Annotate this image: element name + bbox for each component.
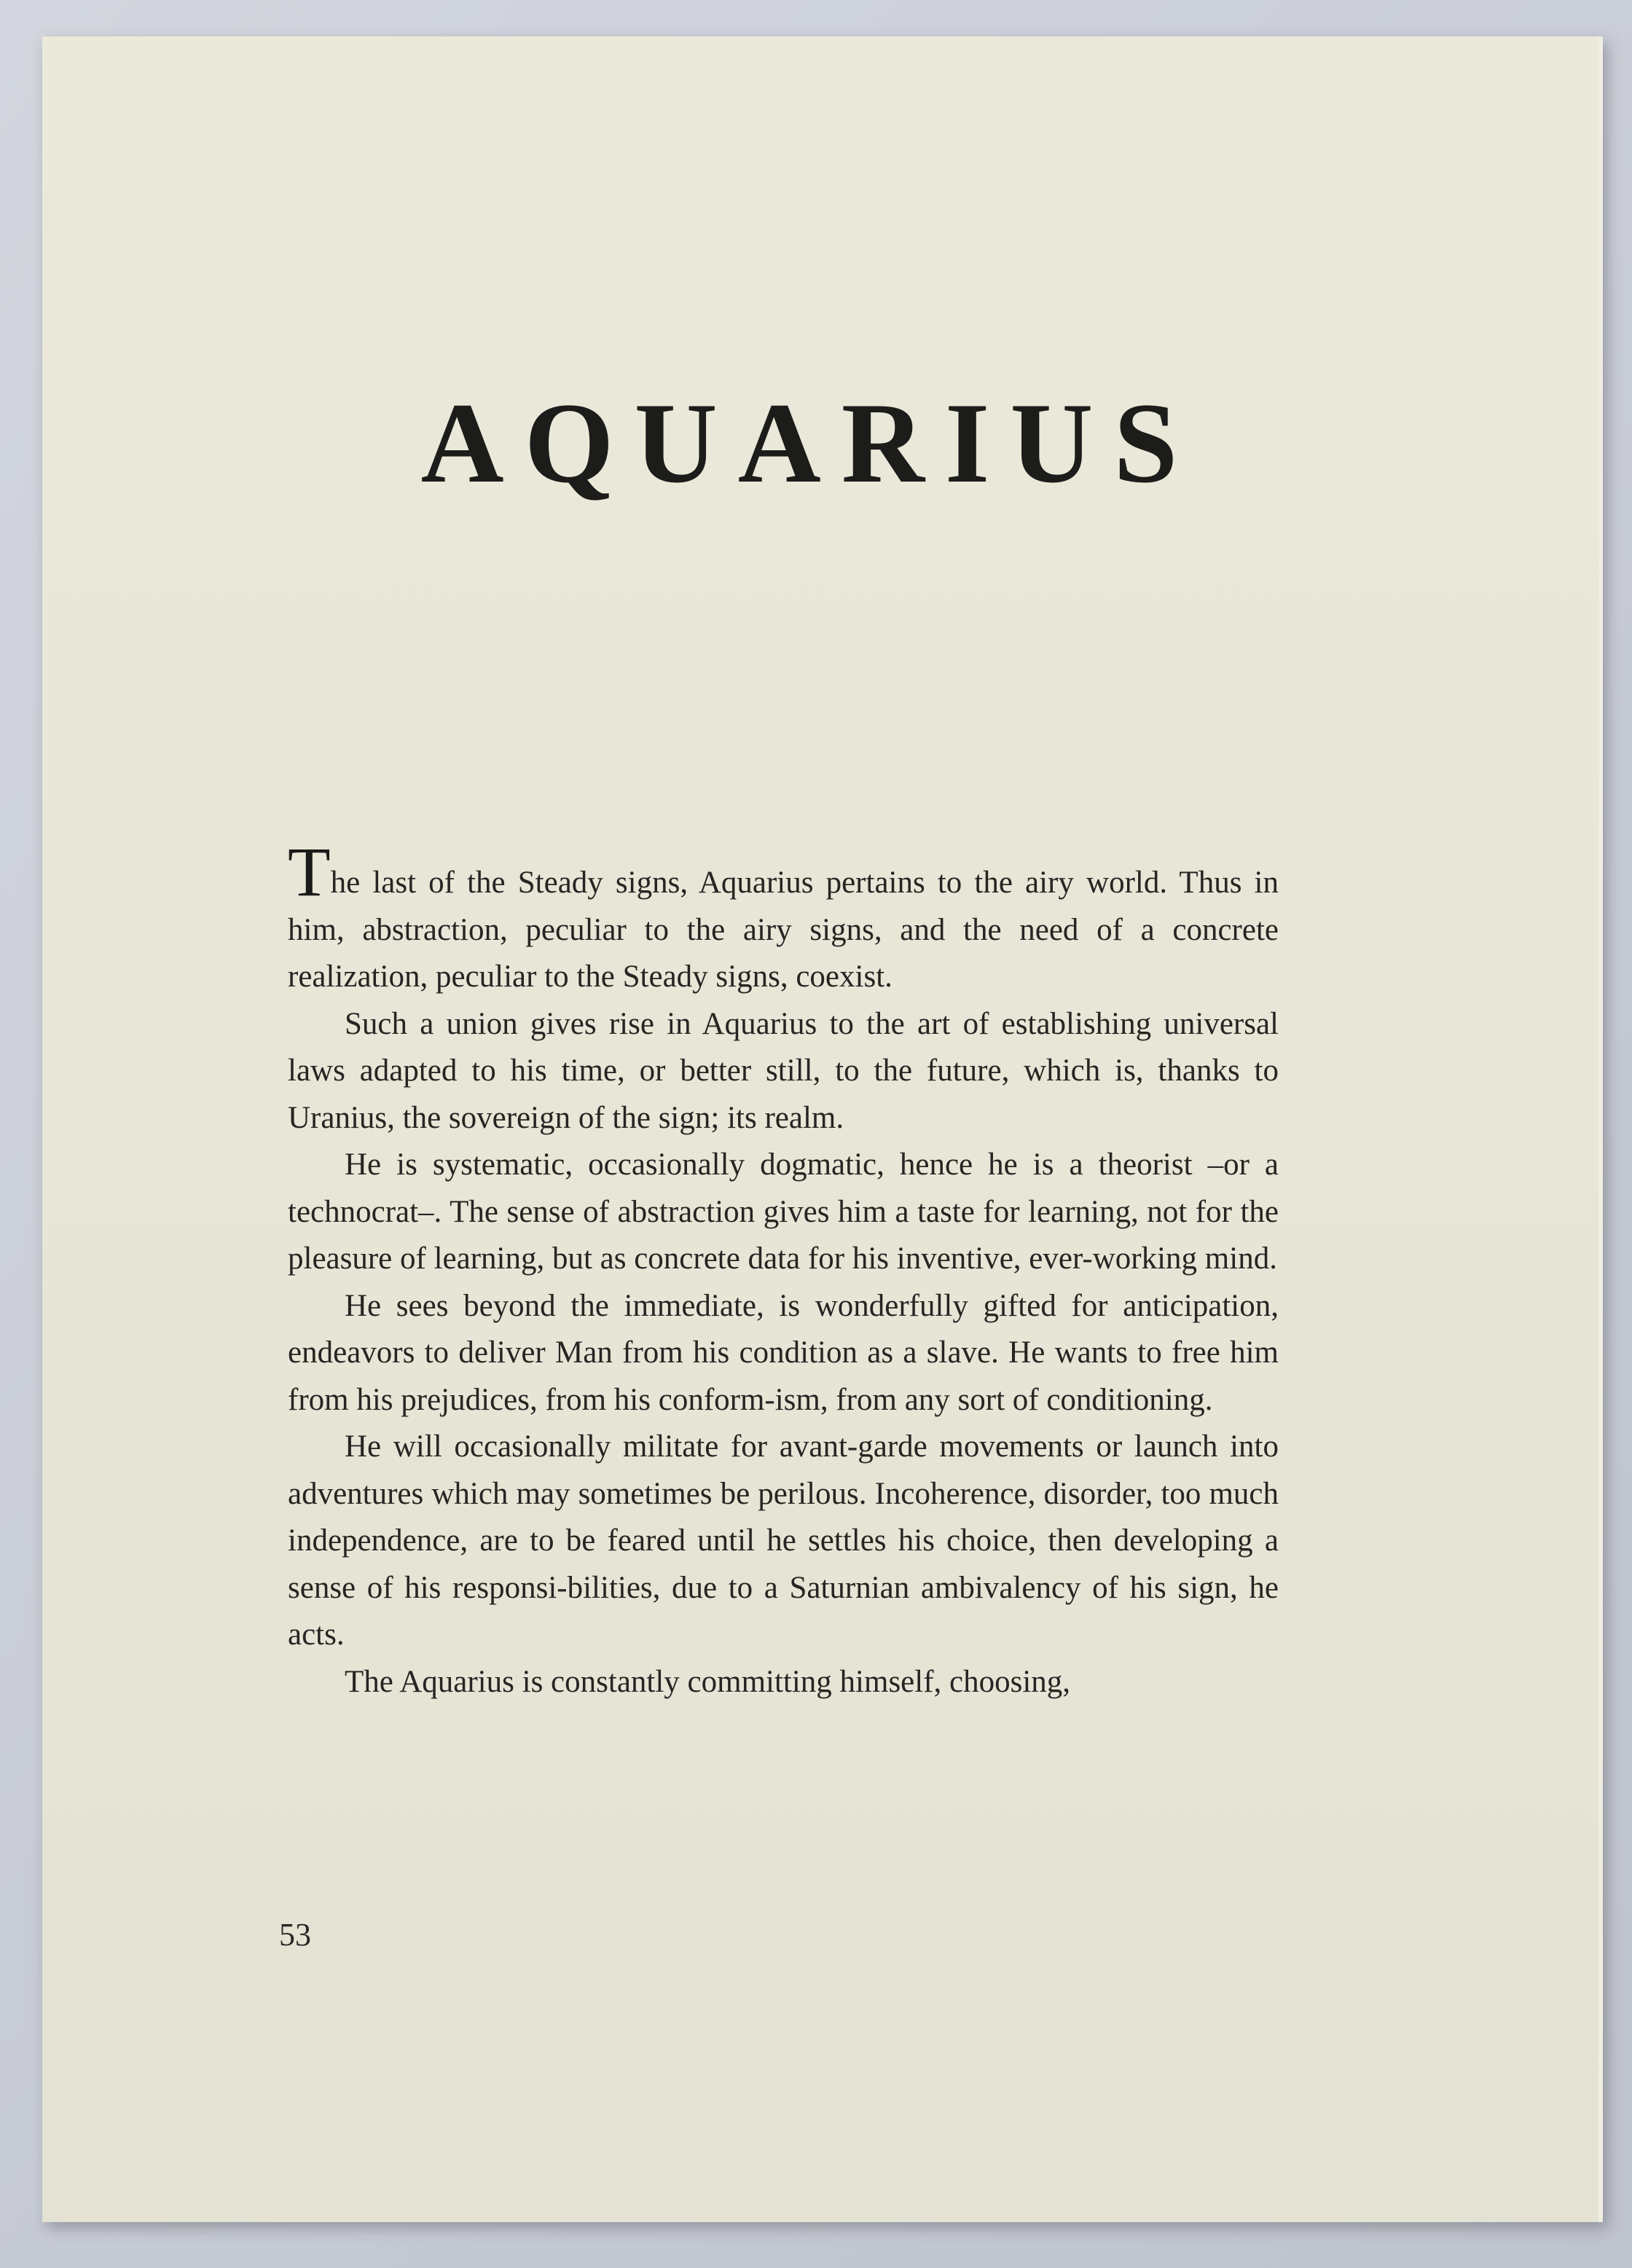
paragraph-2: Such a union gives rise in Aquarius to the art of establishing universal laws adapted to his time, or better still, to the future, which is, thanks to Uranius, the sovereign of the sign; its realm. xyxy=(288,1006,1279,1135)
page-number: 53 xyxy=(279,1917,311,1953)
paragraph-1 xyxy=(288,833,1279,1001)
paragraph-6: The Aquarius is constantly committing himself, choosing, xyxy=(345,1664,1071,1699)
paragraph-1-text: he last of the Steady signs, Aquarius pertains to the airy world. Thus in him, abstraction, peculiar to the airy signs, and the need of a concrete realization, peculiar to the Steady signs, coexist. xyxy=(288,866,1279,994)
paragraph-3: He is systematic, occasionally dogmatic, hence he is a theorist –or a technocrat–. The sense of abstraction gives him a taste for learning, not for the pleasure of learning, but as concrete data for his inventive, ever-working mind. xyxy=(288,1147,1279,1276)
body-text xyxy=(288,833,1279,1706)
drop-cap: T xyxy=(288,833,331,911)
paragraph-5: He will occasionally militate for avant-garde movements or launch into adventures which may sometimes be perilous. Incoherence, disorder, too much independence, are to be feared until he settles his choice, then developing a sense of his responsi-bilities, due to a Saturnian ambivalency of his sign, he acts. xyxy=(288,1429,1279,1652)
paragraph-4: He sees beyond the immediate, is wonderfully gifted for anticipation, endeavors to deliver Man from his condition as a slave. He wants to free him from his prejudices, from his conform-ism, from any sort of conditioning. xyxy=(288,1288,1279,1417)
page-title: AQUARIUS xyxy=(420,380,1198,507)
book-page xyxy=(42,36,1603,2222)
